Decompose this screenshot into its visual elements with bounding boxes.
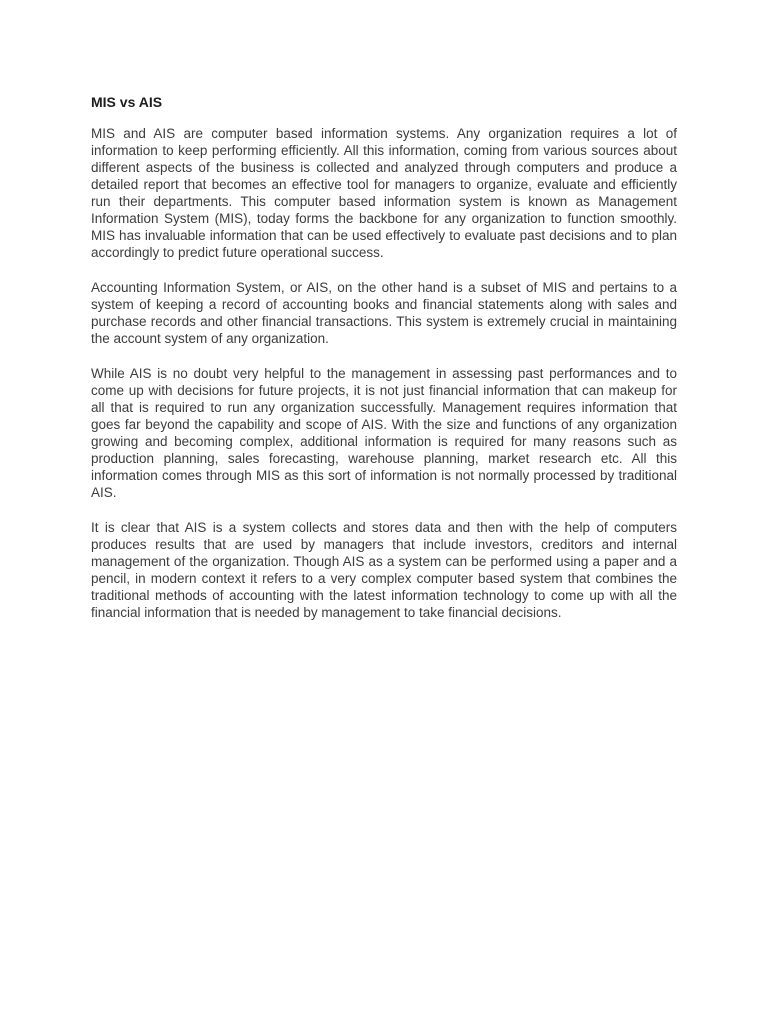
document-body <box>91 94 677 639</box>
paragraph-ais-definition: Accounting Information System, or AIS, on the other hand is a subset of MIS and pertains to a system of keeping a record of accounting books and financial statements along with sales and purchase records and other financial transactions. This system is extremely crucial in maintaining the account system of any organization. <box>91 280 677 346</box>
document-title: MIS vs AIS <box>91 94 163 110</box>
paragraph-ais-limitations: While AIS is no doubt very helpful to the management in assessing past performances and to come up with decisions for future projects, it is not just financial information that can makeup for all that is required to run any organization successfully. Management requires information that goes far beyond the capability and scope of AIS. With the size and functions of any organization growing and becoming complex, additional information is required for many reasons such as production planning, sales forecasting, warehouse planning, market research etc. All this information comes through MIS as this sort of information is not normally processed by traditional AIS. <box>91 366 677 500</box>
paragraph-conclusion: It is clear that AIS is a system collects and stores data and then with the help of computers produces results that are used by managers that include investors, creditors and internal management of the organization. Though AIS as a system can be performed using a paper and a pencil, in modern context it refers to a very complex computer based system that combines the traditional methods of accounting with the latest information technology to come up with all the financial information that is needed by management to take financial decisions. <box>91 520 677 620</box>
paragraph-intro: MIS and AIS are computer based information systems. Any organization requires a lot of information to keep performing efficiently. All this information, coming from various sources about different aspects of the business is collected and analyzed through computers and produce a detailed report that becomes an effective tool for managers to organize, evaluate and efficiently run their departments. This computer based information system is known as Management Information System (MIS), today forms the backbone for any organization to function smoothly. MIS has invaluable information that can be used effectively to evaluate past decisions and to plan accordingly to predict future operational success. <box>91 126 677 260</box>
